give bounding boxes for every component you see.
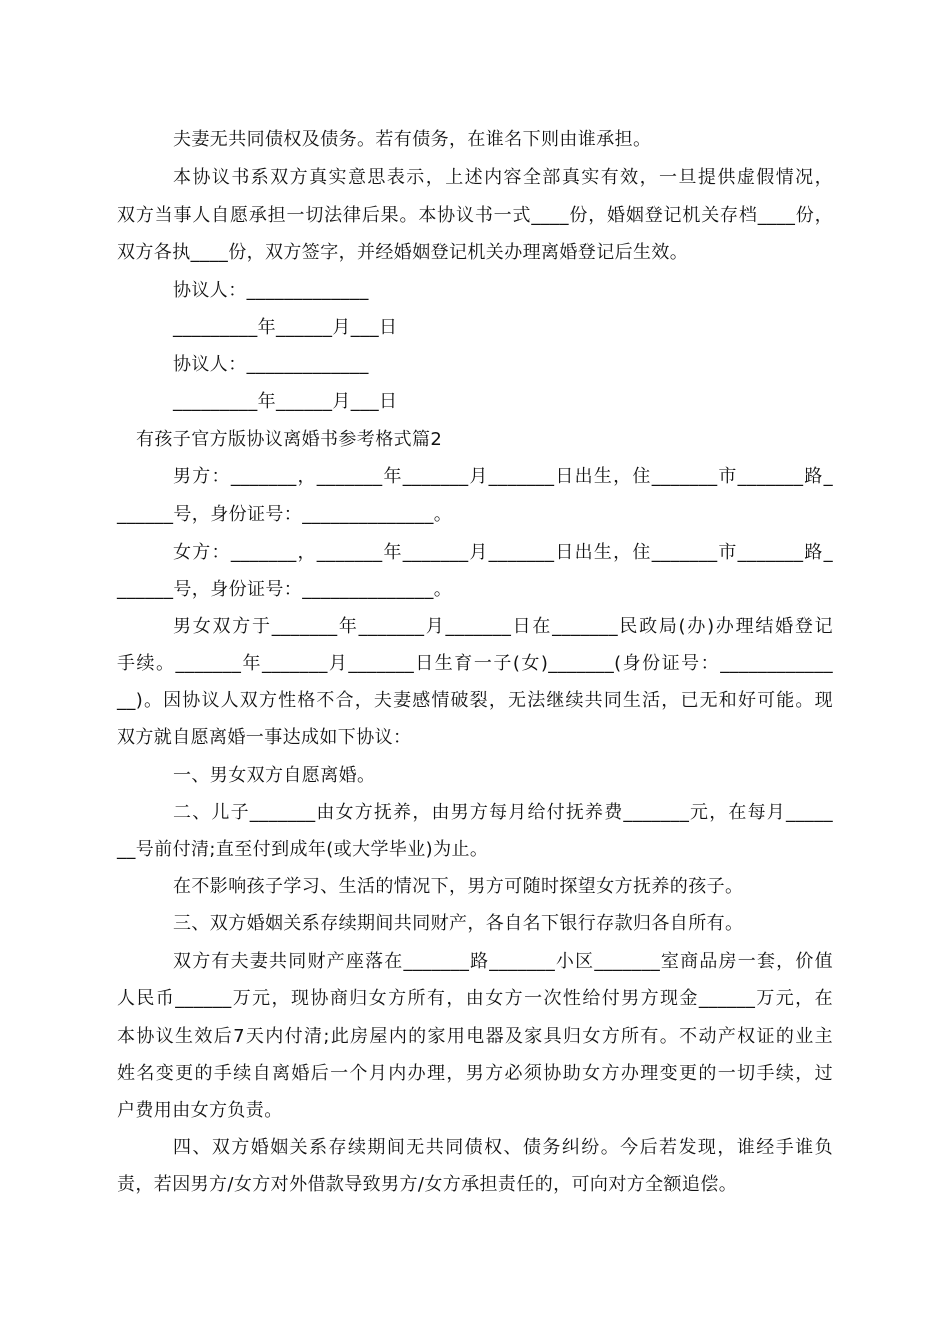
section-title: 有孩子官方版协议离婚书参考格式篇2 [136,429,443,450]
clause-4-line-2: 责，若因男方/女方对外借款导致男方/女方承担责任的，可向对方全额追偿。 [117,1174,738,1195]
clause-2-line-1: 二、儿子_______由女方抚养，由男方每月给付抚养费_______元，在每月_____ [173,802,833,823]
female-info-line-1: 女方：_______，_______年_______月_______日出生，住_______市_______路_ [173,542,833,563]
marriage-paragraph-line-1: 男女双方于_______年_______月_______日在_______民政局(办)办理结婚登记 [173,616,833,637]
male-info-line-1: 男方：_______，_______年_______月_______日出生，住_______市_______路_ [173,466,833,487]
visitation-paragraph: 在不影响孩子学习、生活的情况下，男方可随时探望女方抚养的孩子。 [173,876,744,897]
property-paragraph-line-2: 人民币______万元，现协商归女方所有，由女方一次性给付男方现金______万元，在 [117,988,833,1009]
clause-2-line-2: __号前付清;直至付到成年(或大学毕业)为止。 [117,839,489,860]
paragraph-declaration-line-1: 本协议书系双方真实意思表示，上述内容全部真实有效，一旦提供虚假情况， [173,167,833,188]
paragraph-declaration-line-2: 双方当事人自愿承担一切法律后果。本协议书一式____份，婚姻登记机关存档____份， [117,205,833,226]
marriage-paragraph-line-4: 双方就自愿离婚一事达成如下协议： [117,727,412,748]
clause-3: 三、双方婚姻关系存续期间共同财产，各自名下银行存款归各自所有。 [173,913,744,934]
paragraph-declaration-line-3: 双方各执____份，双方签字，并经婚姻登记机关办理离婚登记后生效。 [117,242,689,263]
property-paragraph-line-1: 双方有夫妻共同财产座落在_______路_______小区_______室商品房一套，价值 [173,951,833,972]
signatory-2: 协议人：_____________ [173,354,369,375]
female-info-line-2: ______号，身份证号：______________。 [117,579,453,600]
male-info-line-2: ______号，身份证号：______________。 [117,504,453,525]
marriage-paragraph-line-3: __)。因协议人双方性格不合，夫妻感情破裂，无法继续共同生活，已无和好可能。现 [117,690,833,711]
marriage-paragraph-line-2: 手续。_______年_______月_______日生育一子(女)_______(身份证号：____________ [117,653,833,674]
property-paragraph-line-4: 姓名变更的手续自离婚后一个月内办理，男方必须协助女方办理变更的一切手续，过 [117,1063,833,1084]
property-paragraph-line-5: 户费用由女方负责。 [117,1100,283,1121]
date-2: _________年______月___日 [173,391,398,412]
clause-1: 一、男女双方自愿离婚。 [173,765,376,786]
paragraph-debts: 夫妻无共同债权及债务。若有债务，在谁名下则由谁承担。 [173,129,652,150]
date-1: _________年______月___日 [173,317,398,338]
property-paragraph-line-3: 本协议生效后7天内付清;此房屋内的家用电器及家具归女方所有。不动产权证的业主 [117,1026,833,1047]
signatory-1: 协议人：_____________ [173,280,369,301]
clause-4-line-1: 四、双方婚姻关系存续期间无共同债权、债务纠纷。今后若发现，谁经手谁负 [173,1137,833,1158]
